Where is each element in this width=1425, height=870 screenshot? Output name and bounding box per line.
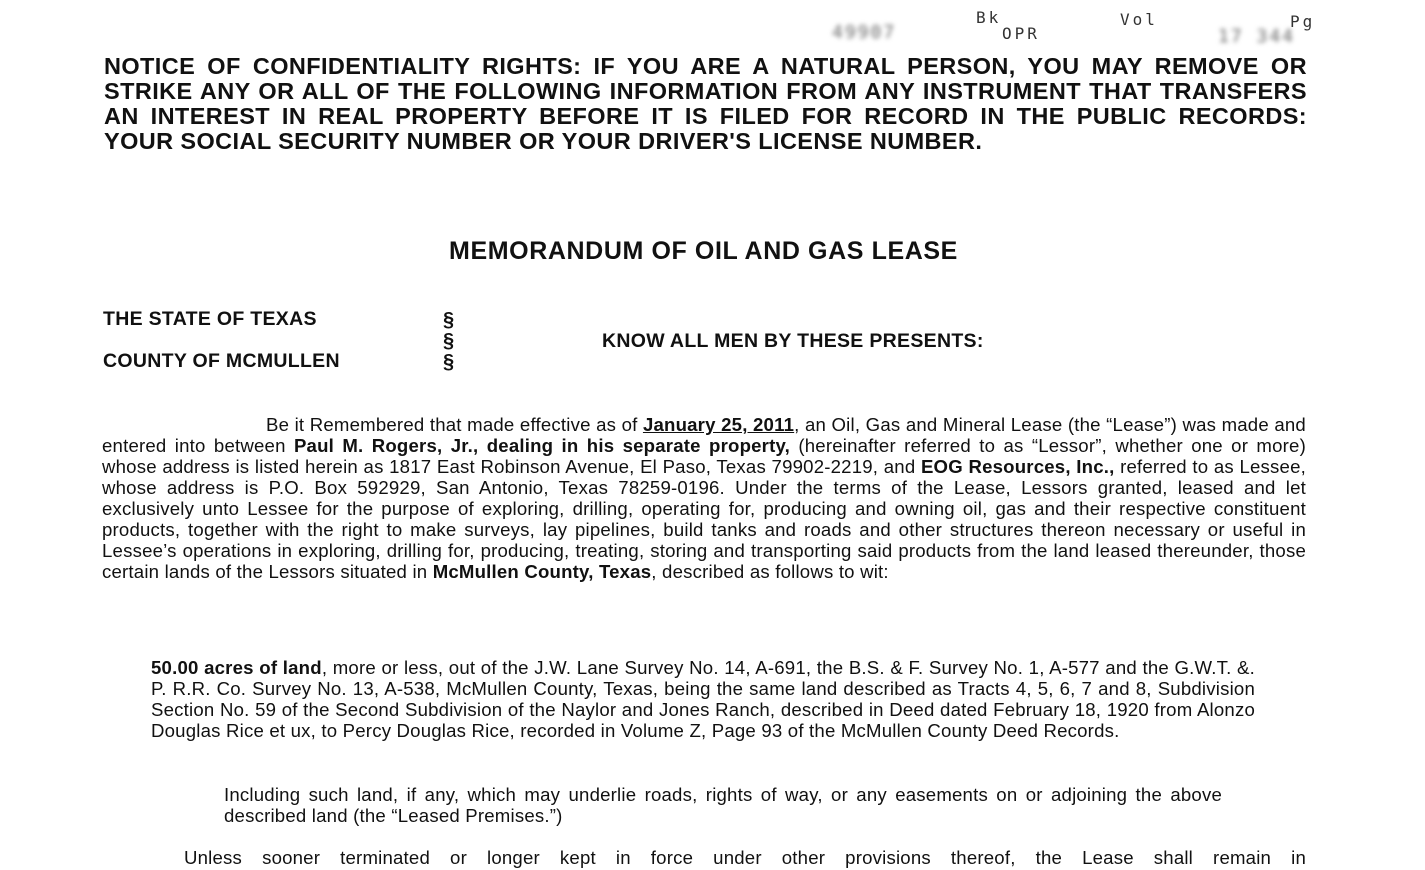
county-name: McMullen County, Texas [432, 561, 652, 582]
recital-text: Be it Remembered that made effective as of [266, 414, 643, 435]
volume-page-redacted: 17 344 [1218, 26, 1296, 47]
effective-date: January 25, 2011 [642, 414, 795, 435]
section-symbol: § [443, 351, 455, 373]
recital-text: , an Oil, Gas and Mineral Lease (the “Lease”) was made and entered into between [102, 414, 1306, 456]
lease-recital-paragraph [102, 414, 1306, 582]
venue-state: THE STATE OF TEXAS [103, 308, 317, 330]
land-description [151, 657, 1255, 741]
recording-number-redacted: 49907 [832, 22, 897, 43]
stamp-bk: Bk [976, 8, 1002, 27]
section-symbol: § [443, 330, 455, 352]
know-all-men-heading: KNOW ALL MEN BY THESE PRESENTS: [602, 330, 984, 352]
venue-county: COUNTY OF MCMULLEN [103, 350, 340, 372]
recital-text: , described as follows to wit: [651, 561, 889, 582]
recital-text: referred to as Lessee, whose address is P.O. Box 592929, San Antonio, Texas 78259-0196. Under the terms of the Lease, Lessors granted, leased and let exclusively unto Lessee for the purpose of exploring, drilling, operating for, producing and owning oil, gas and their respective constituent products, together with the right to make surveys, lay pipelines, build tanks and roads and other structures thereon necessary or useful in Lessee’s operations in exploring, drilling for, producing, treating, storing and transporting said products from the land leased thereunder, those certain lands of the Lessors situated in [102, 456, 1307, 582]
acreage: 50.00 acres of land [151, 657, 322, 678]
stamp-vol: Vol [1120, 10, 1158, 29]
lessee-name: EOG Resources, Inc., [920, 456, 1115, 477]
stamp-opr: OPR [1002, 24, 1040, 43]
including-clause: Including such land, if any, which may underlie roads, rights of way, or any easements on or adjoining the above described land (the “Leased Premises.”) [224, 784, 1222, 826]
term-clause: Unless sooner terminated or longer kept in force under other provisions thereof, the Lease shall remain in [184, 847, 1306, 868]
lessor-name: Paul M. Rogers, Jr., dealing in his separate property, [293, 435, 791, 456]
section-symbol: § [443, 309, 455, 331]
document-title: MEMORANDUM OF OIL AND GAS LEASE [449, 237, 958, 265]
stamp-pg: Pg [1290, 12, 1316, 31]
land-description-text: , more or less, out of the J.W. Lane Survey No. 14, A-691, the B.S. & F. Survey No. 1, A-577 and the G.W.T. &. P. R.R. Co. Survey No. 13, A-538, McMullen County, Texas, being the same land described as Tracts 4, 5, 6, 7 and 8, Subdivision Section No. 59 of the Second Subdivision of the Naylor and Jones Ranch, described in Deed dated February 18, 1920 from Alonzo Douglas Rice et ux, to Percy Douglas Rice, recorded in Volume Z, Page 93 of the McMullen County Deed Records. [151, 657, 1256, 741]
recital-text: (hereinafter referred to as “Lessor”, whether one or more) whose address is listed herein as 1817 East Robinson Avenue, El Paso, Texas 79902-2219, and [102, 435, 1306, 477]
confidentiality-notice: NOTICE OF CONFIDENTIALITY RIGHTS: IF YOU ARE A NATURAL PERSON, YOU MAY REMOVE OR STRIKE ANY OR ALL OF THE FOLLOWING INFORMATION FROM ANY INSTRUMENT THAT TRANSFERS AN INTEREST IN REAL PROPERTY BEFORE IT IS FILED FOR RECORD IN THE PUBLIC RECORDS: YOUR SOCIAL SECURITY NUMBER OR YOUR DRIVER'S LICENSE NUMBER. [104, 53, 1307, 154]
